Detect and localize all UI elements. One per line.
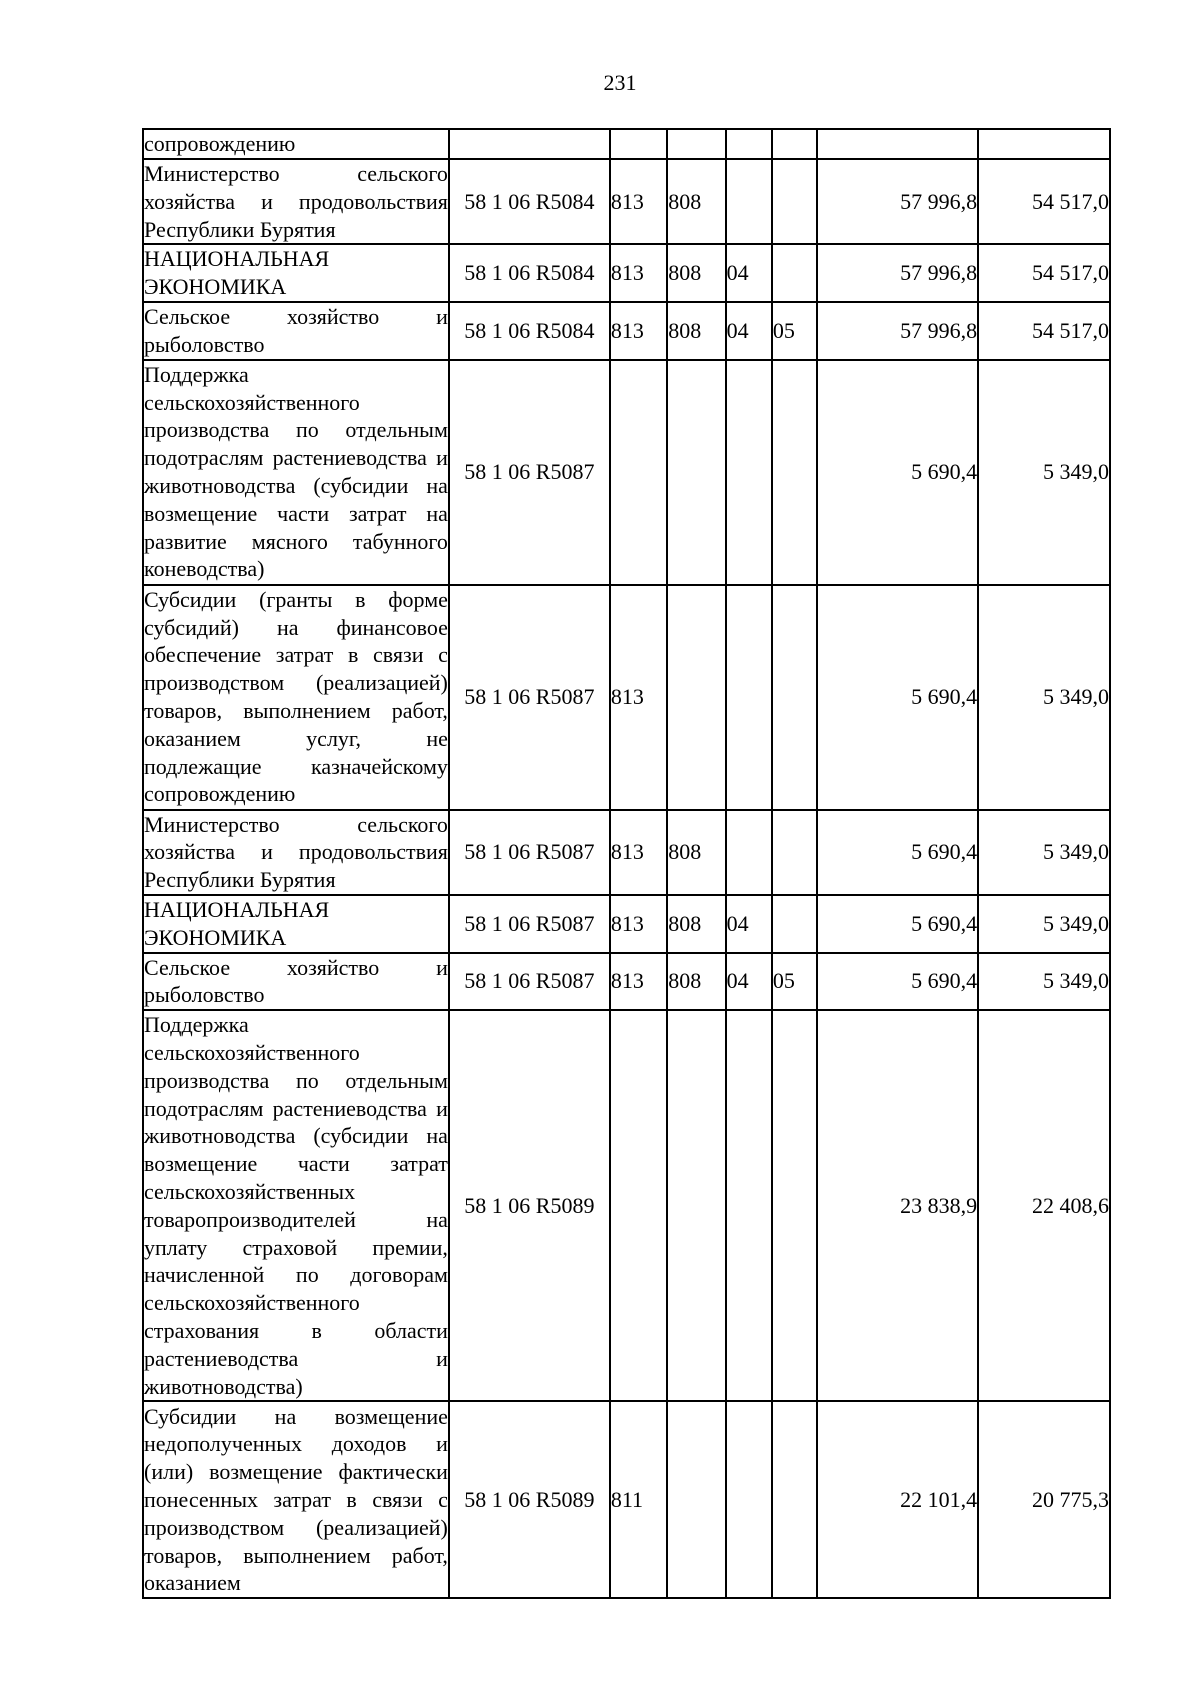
ministry-code-cell: 808 (667, 159, 725, 244)
subsection-cell (772, 360, 817, 585)
table-row (143, 360, 1110, 585)
expense-type-cell: 813 (610, 810, 667, 895)
section-cell: 04 (726, 953, 772, 1011)
program-code-cell: 58 1 06 R5087 (449, 953, 610, 1011)
amount-year2-cell: 5 349,0 (978, 895, 1110, 953)
ministry-code-cell (667, 585, 725, 810)
program-code-cell: 58 1 06 R5087 (449, 895, 610, 953)
subsection-cell (772, 159, 817, 244)
section-cell: 04 (726, 302, 772, 360)
amount-year2-cell: 54 517,0 (978, 159, 1110, 244)
subsection-cell (772, 1010, 817, 1401)
expense-type-cell: 813 (610, 159, 667, 244)
expense-type-cell: 813 (610, 244, 667, 302)
section-cell (726, 129, 772, 159)
subsection-cell: 05 (772, 953, 817, 1011)
row-name-cell: Министерство сельского хозяйства и продовольствия Республики Бурятия (143, 159, 449, 244)
amount-year1-cell: 5 690,4 (817, 895, 978, 953)
expense-type-cell (610, 360, 667, 585)
page-number: 231 (603, 70, 637, 95)
expense-type-cell: 811 (610, 1401, 667, 1598)
subsection-cell (772, 129, 817, 159)
amount-year2-cell: 5 349,0 (978, 585, 1110, 810)
amount-year1-cell: 5 690,4 (817, 585, 978, 810)
ministry-code-cell: 808 (667, 810, 725, 895)
table-row (143, 953, 1110, 1011)
program-code-cell: 58 1 06 R5089 (449, 1010, 610, 1401)
table-row (143, 810, 1110, 895)
ministry-code-cell (667, 1401, 725, 1598)
ministry-code-cell (667, 129, 725, 159)
row-name-cell: Поддержка сельскохозяйственного производства по отдельным подотраслям растениеводства и животноводства (субсидии на возмещение части затрат сельскохозяйственных товаропроизводителей на уплату страховой премии, начисленной по договорам сельскохозяйственного страхования в области растениеводства и животноводства) (143, 1010, 449, 1401)
row-name-cell: Министерство сельского хозяйства и продовольствия Республики Бурятия (143, 810, 449, 895)
table-row (143, 244, 1110, 302)
section-cell (726, 810, 772, 895)
subsection-cell (772, 810, 817, 895)
amount-year1-cell: 57 996,8 (817, 244, 978, 302)
program-code-cell: 58 1 06 R5087 (449, 585, 610, 810)
row-name-cell: Субсидии (гранты в форме субсидий) на финансовое обеспечение затрат в связи с производством (реализацией) товаров, выполнением работ, оказанием услуг, не подлежащие казначейскому сопровождению (143, 585, 449, 810)
expense-type-cell: 813 (610, 585, 667, 810)
row-name-cell: Сельское хозяйство и рыболовство (143, 302, 449, 360)
ministry-code-cell (667, 1010, 725, 1401)
amount-year1-cell (817, 129, 978, 159)
table-row (143, 159, 1110, 244)
row-name-cell: НАЦИОНАЛЬНАЯ ЭКОНОМИКА (143, 244, 449, 302)
amount-year1-cell: 23 838,9 (817, 1010, 978, 1401)
program-code-cell: 58 1 06 R5087 (449, 360, 610, 585)
amount-year2-cell: 5 349,0 (978, 810, 1110, 895)
expense-type-cell: 813 (610, 302, 667, 360)
amount-year2-cell: 5 349,0 (978, 360, 1110, 585)
subsection-cell (772, 244, 817, 302)
ministry-code-cell: 808 (667, 895, 725, 953)
subsection-cell: 05 (772, 302, 817, 360)
amount-year2-cell: 20 775,3 (978, 1401, 1110, 1598)
expense-type-cell: 813 (610, 953, 667, 1011)
row-name-cell: Поддержка сельскохозяйственного производства по отдельным подотраслям растениеводства и животноводства (субсидии на возмещение части затрат на развитие мясного табунного коневодства) (143, 360, 449, 585)
program-code-cell: 58 1 06 R5089 (449, 1401, 610, 1598)
row-name-cell: Сельское хозяйство и рыболовство (143, 953, 449, 1011)
amount-year2-cell: 5 349,0 (978, 953, 1110, 1011)
subsection-cell (772, 1401, 817, 1598)
amount-year1-cell: 5 690,4 (817, 360, 978, 585)
row-name-cell: Субсидии на возмещение недополученных доходов и (или) возмещение фактически понесенных затрат в связи с производством (реализацией) товаров, выполнением работ, оказанием (143, 1401, 449, 1598)
table-row (143, 895, 1110, 953)
amount-year1-cell: 57 996,8 (817, 302, 978, 360)
subsection-cell (772, 895, 817, 953)
section-cell: 04 (726, 895, 772, 953)
amount-year2-cell: 54 517,0 (978, 244, 1110, 302)
row-name-cell: сопровождению (143, 129, 449, 159)
program-code-cell (449, 129, 610, 159)
ministry-code-cell (667, 360, 725, 585)
amount-year1-cell: 22 101,4 (817, 1401, 978, 1598)
section-cell (726, 1401, 772, 1598)
budget-table (142, 128, 1111, 1599)
section-cell (726, 1010, 772, 1401)
amount-year2-cell: 54 517,0 (978, 302, 1110, 360)
subsection-cell (772, 585, 817, 810)
amount-year1-cell: 5 690,4 (817, 953, 978, 1011)
section-cell (726, 159, 772, 244)
ministry-code-cell: 808 (667, 244, 725, 302)
section-cell: 04 (726, 244, 772, 302)
program-code-cell: 58 1 06 R5084 (449, 302, 610, 360)
ministry-code-cell: 808 (667, 953, 725, 1011)
section-cell (726, 585, 772, 810)
table-row (143, 129, 1110, 159)
section-cell (726, 360, 772, 585)
program-code-cell: 58 1 06 R5087 (449, 810, 610, 895)
table-row (143, 1010, 1110, 1401)
program-code-cell: 58 1 06 R5084 (449, 244, 610, 302)
expense-type-cell: 813 (610, 895, 667, 953)
amount-year2-cell: 22 408,6 (978, 1010, 1110, 1401)
table-row (143, 1401, 1110, 1598)
table-row (143, 585, 1110, 810)
table-row (143, 302, 1110, 360)
row-name-cell: НАЦИОНАЛЬНАЯ ЭКОНОМИКА (143, 895, 449, 953)
expense-type-cell (610, 129, 667, 159)
expense-type-cell (610, 1010, 667, 1401)
amount-year1-cell: 57 996,8 (817, 159, 978, 244)
program-code-cell: 58 1 06 R5084 (449, 159, 610, 244)
amount-year1-cell: 5 690,4 (817, 810, 978, 895)
ministry-code-cell: 808 (667, 302, 725, 360)
amount-year2-cell (978, 129, 1110, 159)
